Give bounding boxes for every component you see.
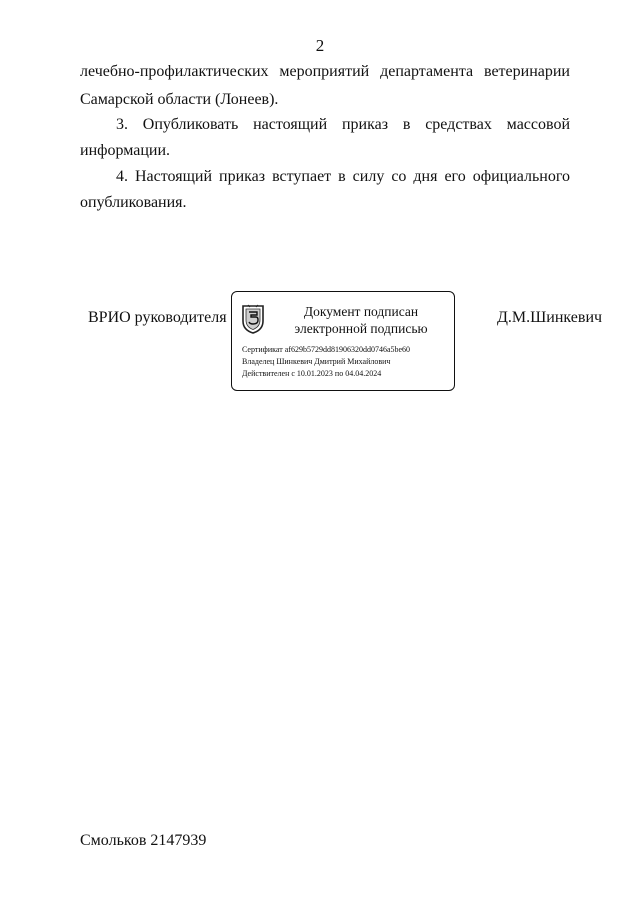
electronic-signature-stamp — [231, 291, 455, 391]
page-number: 2 — [315, 36, 325, 55]
text-line: 4. Настоящий приказ вступает в силу со дня его официального — [116, 168, 570, 185]
executor-footer: Смольков 2147939 — [80, 832, 207, 849]
text-line: лечебно-профилактических мероприятий департамента ветеринарии — [80, 63, 570, 80]
stamp-heading-line1: Документ подписан — [303, 304, 419, 319]
text-line: информации. — [80, 142, 171, 159]
signer-name: Д.М.Шинкевич — [497, 309, 603, 326]
stamp-validity: Действителен с 10.01.2023 по 04.04.2024 — [242, 369, 382, 378]
coat-of-arms-icon — [240, 304, 266, 334]
stamp-heading-line2: электронной подписью — [294, 321, 428, 336]
stamp-owner: Владелец Шинкевич Дмитрий Михайлович — [242, 357, 391, 366]
text-line: 3. Опубликовать настоящий приказ в средствах массовой — [116, 116, 570, 133]
text-line: Самарской области (Лонеев). — [80, 91, 279, 108]
signer-title: ВРИО руководителя — [88, 309, 227, 326]
stamp-certificate: Сертификат af629b5729dd81906320dd0746a5be60 — [242, 345, 411, 354]
text-line: опубликования. — [80, 194, 187, 211]
